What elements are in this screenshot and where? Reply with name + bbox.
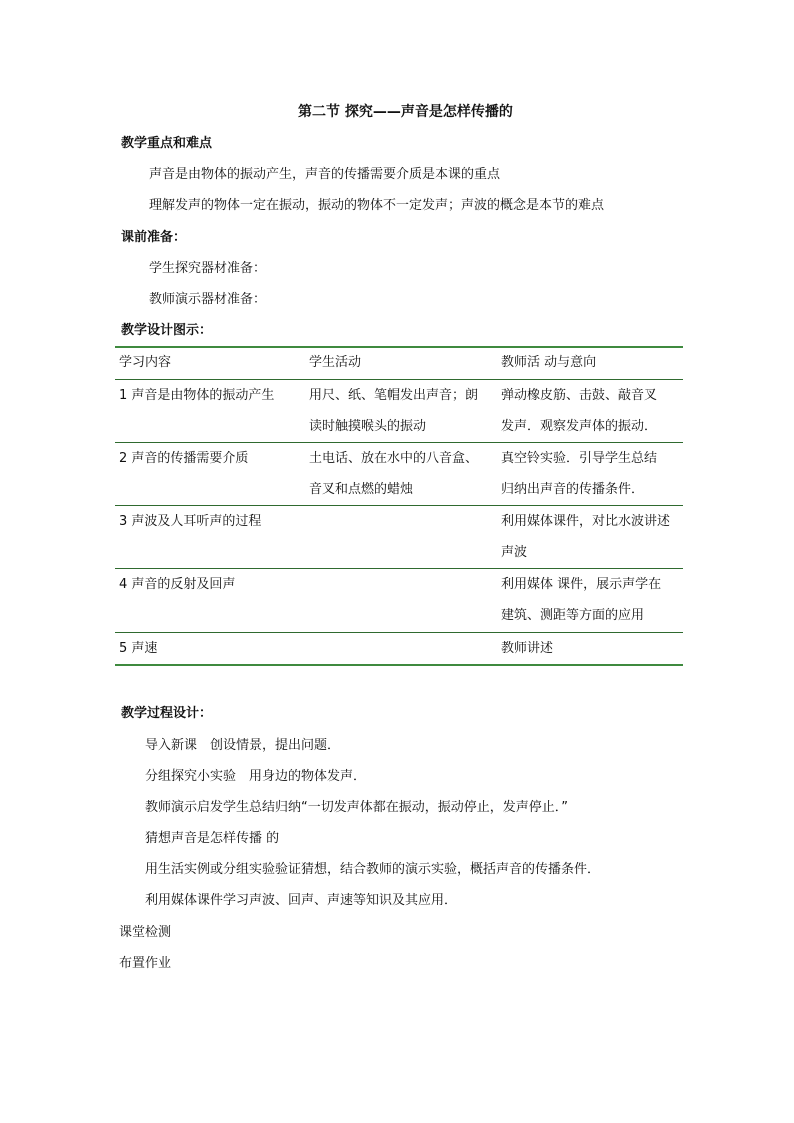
- table-top-rule: [115, 346, 683, 348]
- row-student-activity-cont: 音叉和点燃的蜡烛: [309, 482, 414, 497]
- row-teacher-activity-cont: 声波: [501, 545, 528, 560]
- process-step: 教师演示启发学生总结归纳“一切发声体都在振动，振动停止，发声停止．”: [145, 800, 568, 815]
- row-teacher-activity: 真空铃实验．引导学生总结: [501, 451, 658, 466]
- process-heading: 教学过程设计：: [121, 706, 213, 721]
- process-step: 分组探究小实验 用身边的物体发声．: [145, 769, 367, 784]
- table-bottom-rule: [115, 664, 683, 666]
- key-point-line: 声音是由物体的振动产生，声音的传播需要介质是本课的重点: [149, 167, 501, 182]
- key-points-heading: 教学重点和难点: [121, 136, 213, 151]
- header-student-activity: 学生活动: [309, 355, 362, 370]
- student-equipment-line: 学生探究器材准备：: [149, 261, 267, 276]
- teacher-equipment-line: 教师演示器材准备：: [149, 292, 267, 307]
- row-student-activity-cont: 读时触摸喉头的振动: [309, 419, 427, 434]
- process-step: 用生活实例或分组实验验证猜想，结合教师的演示实验，概括声音的传播条件．: [145, 862, 601, 877]
- process-step: 猜想声音是怎样传播 的: [145, 831, 280, 846]
- process-step: 利用媒体课件学习声波、回声、声速等知识及其应用．: [145, 893, 458, 908]
- row-content: 4 声音的反射及回声: [119, 577, 236, 592]
- classroom-test-line: 课堂检测: [119, 925, 172, 940]
- row-student-activity: 用尺、纸、笔帽发出声音；朗: [309, 388, 479, 403]
- homework-line: 布置作业: [119, 956, 172, 971]
- row-content: 2 声音的传播需要介质: [119, 451, 249, 466]
- row-content: 5 声速: [119, 641, 158, 656]
- header-content: 学习内容: [119, 355, 172, 370]
- process-step: 导入新课 创设情景，提出问题．: [145, 738, 341, 753]
- design-diagram-heading: 教学设计图示：: [121, 323, 213, 338]
- preparation-heading: 课前准备：: [121, 230, 187, 245]
- row-teacher-activity-cont: 归纳出声音的传播条件．: [501, 482, 645, 497]
- row-teacher-activity-cont: 发声．观察发声体的振动．: [501, 419, 658, 434]
- row-student-activity: 土电话、放在水中的八音盒、: [309, 451, 479, 466]
- row-teacher-activity: 利用媒体 课件，展示声学在: [501, 577, 662, 592]
- row-content: 1 声音是由物体的振动产生: [119, 388, 275, 403]
- row-teacher-activity-cont: 建筑、测距等方面的应用: [501, 608, 645, 623]
- row-teacher-activity: 利用媒体课件，对比水波讲述: [501, 514, 671, 529]
- difficult-point-line: 理解发声的物体一定在振动，振动的物体不一定发声；声波的概念是本节的难点: [149, 198, 605, 213]
- page-title: 第二节 探究——声音是怎样传播的: [298, 104, 513, 120]
- row-teacher-activity: 弹动橡皮筋、击鼓、敲音叉: [501, 388, 658, 403]
- row-content: 3 声波及人耳听声的过程: [119, 514, 262, 529]
- header-teacher-activity: 教师活 动与意向: [501, 355, 597, 370]
- row-teacher-activity: 教师讲述: [501, 641, 554, 656]
- row-rule: [115, 632, 683, 633]
